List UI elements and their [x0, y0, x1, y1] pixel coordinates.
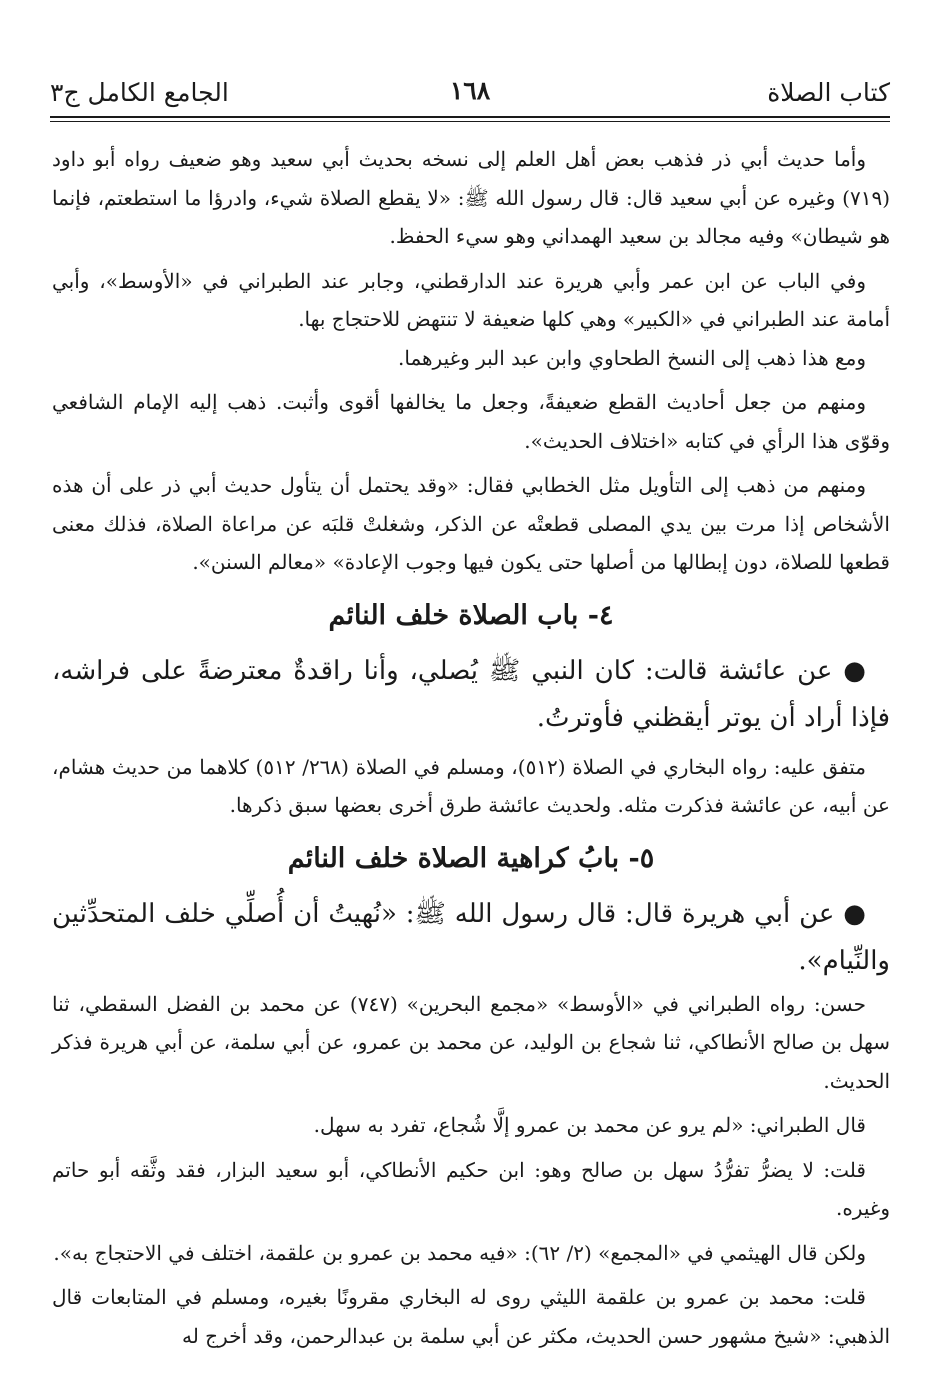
hadith-text: ● عن أبي هريرة قال: قال رسول الله ﷺ: «نُهيتُ أن أُصلِّي خلف المتحدِّثين والنِّيام». [52, 898, 890, 976]
takhrij-text: حسن: رواه الطبراني في «الأوسط» «مجمع البحرين» (٧٤٧) عن محمد بن الفضل السقطي، ثنا سهل بن صالح الأنطاكي، ثنا شجاع بن الوليد، عن محمد بن عمرو، عن أبي سلمة، عن أبي هريرة فذكر الحديث. [52, 991, 890, 1093]
takhrij-text: متفق عليه: رواه البخاري في الصلاة (٥١٢)، ومسلم في الصلاة (٢٦٨/ ٥١٢) كلاهما من حديث هشام، عن أبيه، عن عائشة فذكرت مثله. ولحديث عائشة طرق أخرى بعضها سبق ذكرها. [52, 754, 890, 817]
paragraph: ومع هذا ذهب إلى النسخ الطحاوي وابن عبد البر وغيرهما. [398, 345, 866, 370]
paragraph: قلت: محمد بن عمرو بن علقمة الليثي روى له البخاري مقرونًا بغيره، ومسلم في المتابعات قال الذهبي: «شيخ مشهور حسن الحديث، مكثر عن أبي سلمة بن عبدالرحمن، وقد أخرج له [52, 1285, 890, 1348]
paragraph: قلت: لا يضرُّ تفرُّدُ سهل بن صالح وهو: ابن حكيم الأنطاكي، أبو سعيد البزار، فقد وثَّقه أبو حاتم وغيره. [52, 1157, 890, 1220]
book-title: الجامع الكامل ج٣ [50, 78, 229, 107]
paragraph: ومنهم من جعل أحاديث القطع ضعيفةً، وجعل ما يخالفها أقوى وأثبت. ذهب إليه الإمام الشافعي وقوّى هذا الرأي في كتابه «اختلاف الحديث». [52, 390, 890, 453]
page-body [52, 140, 890, 1355]
header-rule [50, 116, 890, 118]
chapter-title: كتاب الصلاة [767, 78, 890, 107]
paragraph: وأما حديث أبي ذر فذهب بعض أهل العلم إلى نسخه بحديث أبي سعيد وهو ضعيف رواه أبو داود (٧١٩) وغيره عن أبي سعيد قال: قال رسول الله ﷺ: «لا يقطع الصلاة شيء، وادرؤا ما استطعتم، فإنما هو شيطان» وفيه مجالد بن سعيد الهمداني وهو سيء الحفظ. [52, 147, 890, 248]
paragraph: ولكن قال الهيثمي في «المجمع» (٢/ ٦٢): «فيه محمد بن عمرو بن علقمة، اختلف في الاحتجاج به». [53, 1240, 866, 1265]
paragraph: ومنهم من ذهب إلى التأويل مثل الخطابي فقال: «وقد يحتمل أن يتأول حديث أبي ذر على أن هذه الأشخاص إذا مرت بين يدي المصلى قطعتْه عن الذكر، وشغلتْ قلبَه عن مراعاة الصلاة، فذلك معنى قطعها للصلاة، دون إبطالها من أصلها حتى يكون فيها وجوب الإعادة» «معالم السنن». [52, 473, 890, 574]
hadith-text: ● عن عائشة قالت: كان النبي ﷺ يُصلي، وأنا راقدةٌ معترضةً على فراشه، فإذا أراد أن يوتر أيقظني فأوترتُ. [52, 655, 890, 733]
section-heading: ٤- باب الصلاة خلف النائم [328, 599, 614, 631]
section-heading: ٥- بابُ كراهية الصلاة خلف النائم [287, 842, 655, 874]
header-rule-thin [50, 121, 890, 122]
paragraph: وفي الباب عن ابن عمر وأبي هريرة عند الدارقطني، وجابر عند الطبراني في «الأوسط»، وأبي أمامة عند الطبراني في «الكبير» وهي كلها ضعيفة لا تنتهض للاحتجاج بها. [52, 268, 890, 331]
page-header [50, 74, 890, 120]
paragraph: قال الطبراني: «لم يرو عن محمد بن عمرو إلَّا شُجاع، تفرد به سهل. [313, 1113, 866, 1137]
page-number: ١٦٨ [449, 76, 491, 105]
